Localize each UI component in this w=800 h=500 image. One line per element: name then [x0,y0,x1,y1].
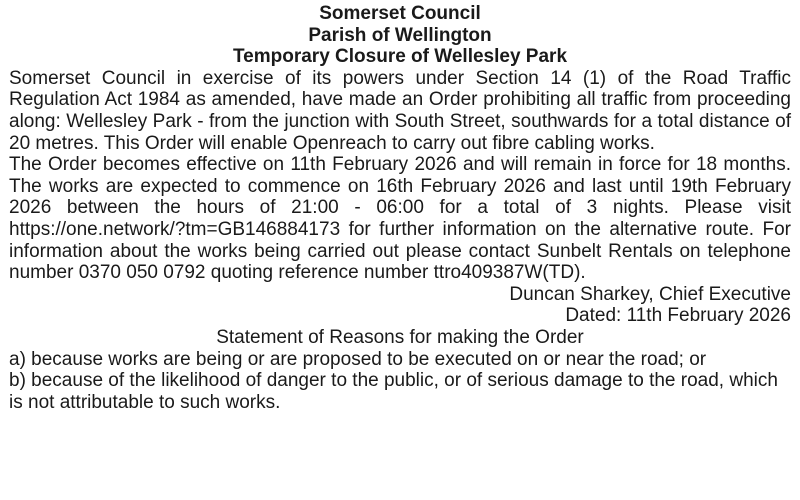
dated-line: Dated: 11th February 2026 [565,305,791,327]
notice-title: Temporary Closure of Wellesley Park [232,46,568,68]
reason-item: a) because works are being or are proposed to be executed on or near the road; or [9,348,707,370]
authority-heading: Somerset Council [319,3,481,24]
order-paragraph: Somerset Council in exercise of its powers under Section 14 (1) of the Road Traffic Regulation Act 1984 as amended, have made an Order prohibiting all traffic from proceeding along: Wellesley Park - from the junction with South Street, southwards for a total distance of 20 metres. This Order will enable Openreach to carry out fibre cabling works. [9,67,791,154]
signatory: Duncan Sharkey, Chief Executive [509,283,791,305]
details-paragraph: The Order becomes effective on 11th February 2026 and will remain in force for 18 months. The works are expected to commence on 16th February 2026 and last until 19th February 2026 between the hours of 21:00 - 06:00 for a total of 3 nights. Please visit https://one.network/?tm=GB146884173 for further information on the alternative route. For information about the works being carried out please contact Sunbelt Rentals on telephone number 0370 050 0792 quoting reference number ttro409387W(TD). [9,154,791,284]
reasons-title: Statement of Reasons for making the Order [216,326,584,348]
reason-item: b) because of the likelihood of danger to the public, or of serious damage to the road, which is not attributable to such works. [9,370,778,413]
parish-heading: Parish of Wellington [308,24,492,46]
